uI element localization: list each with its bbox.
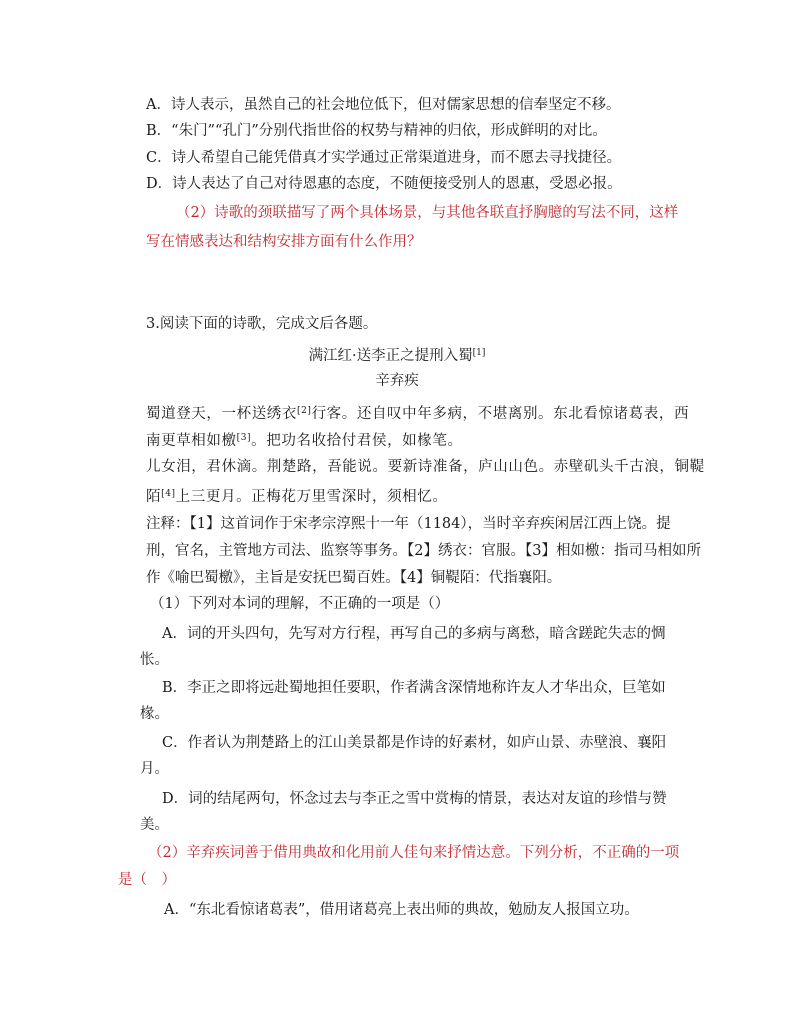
poem-text: 陌 bbox=[146, 489, 162, 505]
q2-option-d: D．诗人表达了自己对待恩惠的态度，不随便接受别人的恩惠，受恩必报。 bbox=[146, 176, 622, 192]
q2-sub2-line1: （2）诗歌的颈联描写了两个具体场景，与其他各联直抒胸臆的写法不同，这样 bbox=[176, 205, 679, 221]
poem-text: 行客。还自叹中年多病，不堪离别。东北看惊诸葛表，西 bbox=[311, 406, 690, 422]
poem-note-3: [3] bbox=[236, 433, 252, 443]
q3-sub1-option-b-line1: B．李正之即将远赴蜀地担任要职，作者满含深情地称许友人才华出众，巨笔如 bbox=[162, 680, 666, 696]
poem-stanza1-line1 bbox=[146, 401, 689, 424]
poem-note-4: [4] bbox=[161, 489, 176, 499]
poem-stanza1-line2 bbox=[146, 428, 463, 451]
poem-stanza2-line2 bbox=[146, 484, 447, 507]
q3-intro: 3.阅读下面的诗歌，完成文后各题。 bbox=[146, 316, 378, 332]
q3-sub1-option-a-line1: A．词的开头四句，先写对方行程，再写自己的多病与离愁，暗含蹉跎失志的惆 bbox=[162, 626, 666, 642]
q3-sub2-line2: 是（ ） bbox=[118, 872, 176, 888]
q2-option-b: B．“朱门”“孔门”分别代指世俗的权势与精神的归依，形成鲜明的对比。 bbox=[146, 123, 607, 139]
notes-line1: 注释：【1】这首词作于宋孝宗淳熙十一年（1184），当时辛弃疾闲居江西上饶。提 bbox=[146, 516, 671, 532]
poem-text: 上三更月。正梅花万里雪深时，须相忆。 bbox=[175, 489, 448, 505]
poem-text: 。把功名收拾付君侯，如椽笔。 bbox=[251, 433, 463, 449]
q3-sub1-option-c-line1: C．作者认为荆楚路上的江山美景都是作诗的好素材，如庐山景、赤壁浪、襄阳 bbox=[162, 735, 667, 751]
notes-line3: 作《喻巴蜀檄》，主旨是安抚巴蜀百姓。【4】铜鞮陌：代指襄阳。 bbox=[146, 570, 562, 586]
poem-text: 南更草相如檄 bbox=[146, 433, 237, 449]
poem-title-text: 满江红·送李正之提刑入蜀 bbox=[308, 348, 473, 364]
poem-stanza2-line1: 儿女泪，君休滴。荆楚路，吾能说。要新诗准备，庐山山色。赤壁矶头千古浪，铜鞮 bbox=[146, 459, 705, 475]
q3-sub2-line1: （2）辛弃疾词善于借用典故和化用前人佳句来抒情达意。下列分析，不正确的一项 bbox=[148, 845, 680, 861]
q3-sub2-option-a: A．“东北看惊诸葛表”，借用诸葛亮上表出师的典故，勉励友人报国立功。 bbox=[164, 902, 639, 918]
q3-sub1-stem: （1）下列对本词的理解，不正确的一项是（） bbox=[150, 596, 450, 612]
q2-option-a: A．诗人表示，虽然自己的社会地位低下，但对儒家思想的信奉坚定不移。 bbox=[146, 97, 621, 113]
q2-sub2-line2: 写在情感表达和结构安排方面有什么作用？ bbox=[146, 234, 422, 250]
q3-sub1-option-d-line1: D．词的结尾两句，怀念过去与李正之雪中赏梅的情景，表达对友谊的珍惜与赞 bbox=[162, 791, 667, 807]
poem-title-note: [1] bbox=[472, 348, 486, 358]
poem-text: 蜀道登天，一杯送绣衣 bbox=[146, 406, 297, 422]
q3-sub1-option-d-line2: 美。 bbox=[140, 817, 169, 833]
poem-note-2: [2] bbox=[297, 406, 312, 416]
poem-title bbox=[0, 343, 794, 366]
notes-line2: 刑，官名，主管地方司法、监察等事务。【2】绣衣：官服。【3】相如檄：指司马相如所 bbox=[146, 543, 701, 559]
q2-option-c: C．诗人希望自己能凭借真才实学通过正常渠道进身，而不愿去寻找捷径。 bbox=[146, 150, 622, 166]
q3-sub1-option-a-line2: 怅。 bbox=[140, 652, 169, 668]
q3-sub1-option-b-line2: 椽。 bbox=[140, 706, 169, 722]
poem-author: 辛弃疾 bbox=[375, 373, 419, 389]
q3-sub1-option-c-line2: 月。 bbox=[140, 761, 169, 777]
